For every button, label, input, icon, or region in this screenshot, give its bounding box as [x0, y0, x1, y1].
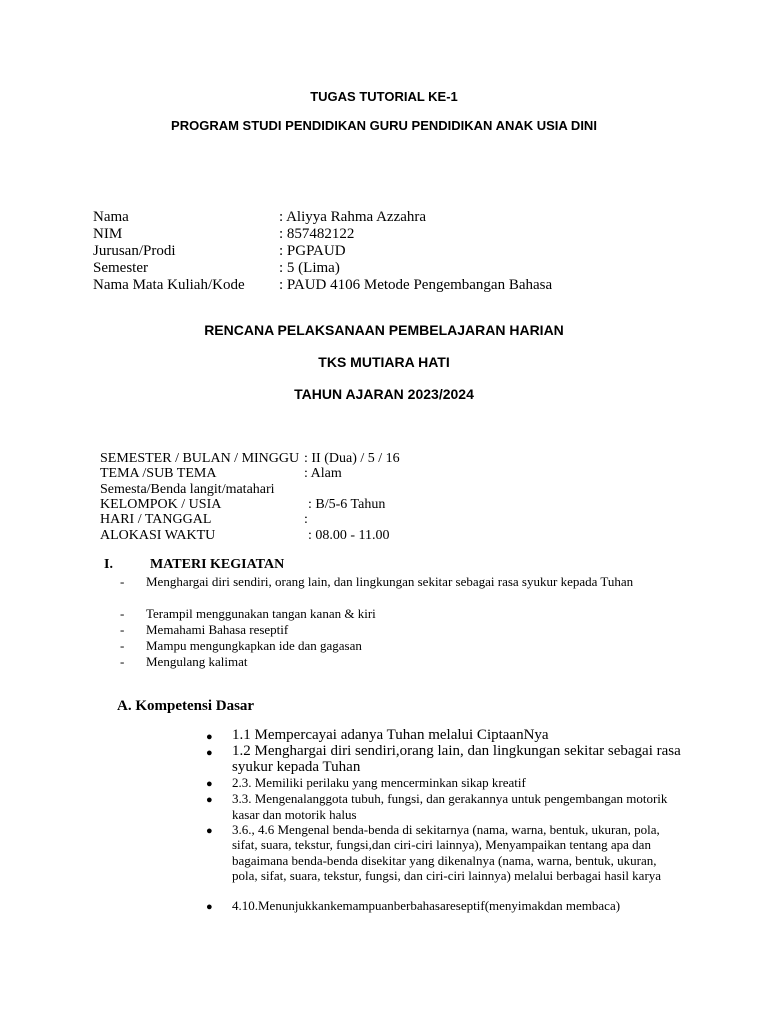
kd-item-3: 2.3. Memiliki perilaku yang mencerminkan sikap kreatif: [232, 775, 526, 790]
alokasi-value: : 08.00 - 11.00: [308, 528, 390, 543]
bullet-marker: ●: [206, 901, 213, 913]
materi-item-3: Memahami Bahasa reseptif: [146, 622, 289, 637]
kd-item-4: 3.3. Mengenalanggota tubuh, fungsi, dan gerakannya untuk pengembangan motorik kasar dan motorik halus: [232, 791, 668, 822]
dash-marker: -: [120, 622, 125, 637]
dash-marker: -: [120, 574, 125, 589]
kd-item-1: 1.1 Mempercayai adanya Tuhan melalui CiptaanNya: [232, 727, 549, 743]
kd-item-5: 3.6., 4.6 Mengenal benda-benda di sekitarnya (nama, warna, bentuk, ukuran, pola, sifat, suara, tekstur, fungsi,dan ciri-ciri lainnya), Menyampaikan tentang apa dan bagaimana benda-benda disekitar yang dikenalnya (nama, warna, bentuk, ukuran, pola, sifat, suara, tekstur, fungsi, dan ciri-ciri lainnya) melalui berbagai hasil karya: [232, 822, 662, 883]
school-name: TKS MUTIARA HATI: [318, 354, 450, 370]
identity-value-mata-kuliah: : PAUD 4106 Metode Pengembangan Bahasa: [279, 277, 553, 293]
semester-value: : II (Dua) / 5 / 16: [304, 451, 400, 466]
plan-title: RENCANA PELAKSANAAN PEMBELAJARAN HARIAN: [204, 322, 564, 338]
subtema-text: Semesta/Benda langit/matahari: [100, 482, 275, 497]
identity-value-nama: : Aliyya Rahma Azzahra: [279, 209, 427, 225]
bullet-marker: ●: [206, 778, 213, 790]
materi-item-4: Mampu mengungkapkan ide dan gagasan: [146, 638, 362, 653]
dash-marker: -: [120, 654, 125, 669]
bullet-marker: ●: [206, 731, 213, 743]
bullet-marker: ●: [206, 794, 213, 806]
identity-label-nama: Nama: [93, 209, 129, 225]
kelompok-label: KELOMPOK / USIA: [100, 497, 222, 512]
kelompok-value: : B/5-6 Tahun: [308, 497, 386, 512]
section-heading: MATERI KEGIATAN: [150, 557, 285, 572]
tema-value: : Alam: [304, 466, 342, 481]
section-number: I.: [104, 557, 113, 572]
semester-label: SEMESTER / BULAN / MINGGU: [100, 451, 300, 466]
dash-marker: -: [120, 606, 125, 621]
hari-value: :: [304, 512, 308, 527]
identity-label-semester: Semester: [93, 260, 148, 276]
assignment-title: TUGAS TUTORIAL KE-1: [310, 89, 458, 104]
identity-label-jurusan: Jurusan/Prodi: [93, 243, 176, 259]
tema-label: TEMA /SUB TEMA: [100, 466, 217, 481]
identity-value-jurusan: : PGPAUD: [279, 243, 346, 259]
materi-item-5: Mengulang kalimat: [146, 654, 248, 669]
identity-label-mata-kuliah: Nama Mata Kuliah/Kode: [93, 277, 245, 293]
identity-value-nim: : 857482122: [279, 226, 355, 242]
academic-year: TAHUN AJARAN 2023/2024: [294, 386, 474, 402]
kd-item-2: 1.2 Menghargai diri sendiri,orang lain, dan lingkungan sekitar sebagai rasa syukur kepada Tuhan: [232, 743, 681, 775]
alokasi-label: ALOKASI WAKTU: [100, 528, 216, 543]
dash-marker: -: [120, 638, 125, 653]
bullet-marker: ●: [206, 747, 213, 759]
identity-label-nim: NIM: [93, 226, 123, 242]
hari-label: HARI / TANGGAL: [100, 512, 212, 527]
kd-item-6: 4.10.Menunjukkankemampuanberbahasareseptif(menyimakdan membaca): [232, 898, 621, 913]
materi-item-1: Menghargai diri sendiri, orang lain, dan lingkungan sekitar sebagai rasa syukur kepada Tuhan: [146, 574, 634, 589]
bullet-marker: ●: [206, 825, 213, 837]
kompetensi-heading: A. Kompetensi Dasar: [117, 698, 255, 714]
materi-item-2: Terampil menggunakan tangan kanan & kiri: [146, 606, 376, 621]
identity-value-semester: : 5 (Lima): [279, 260, 340, 276]
program-title: PROGRAM STUDI PENDIDIKAN GURU PENDIDIKAN ANAK USIA DINI: [171, 118, 597, 133]
